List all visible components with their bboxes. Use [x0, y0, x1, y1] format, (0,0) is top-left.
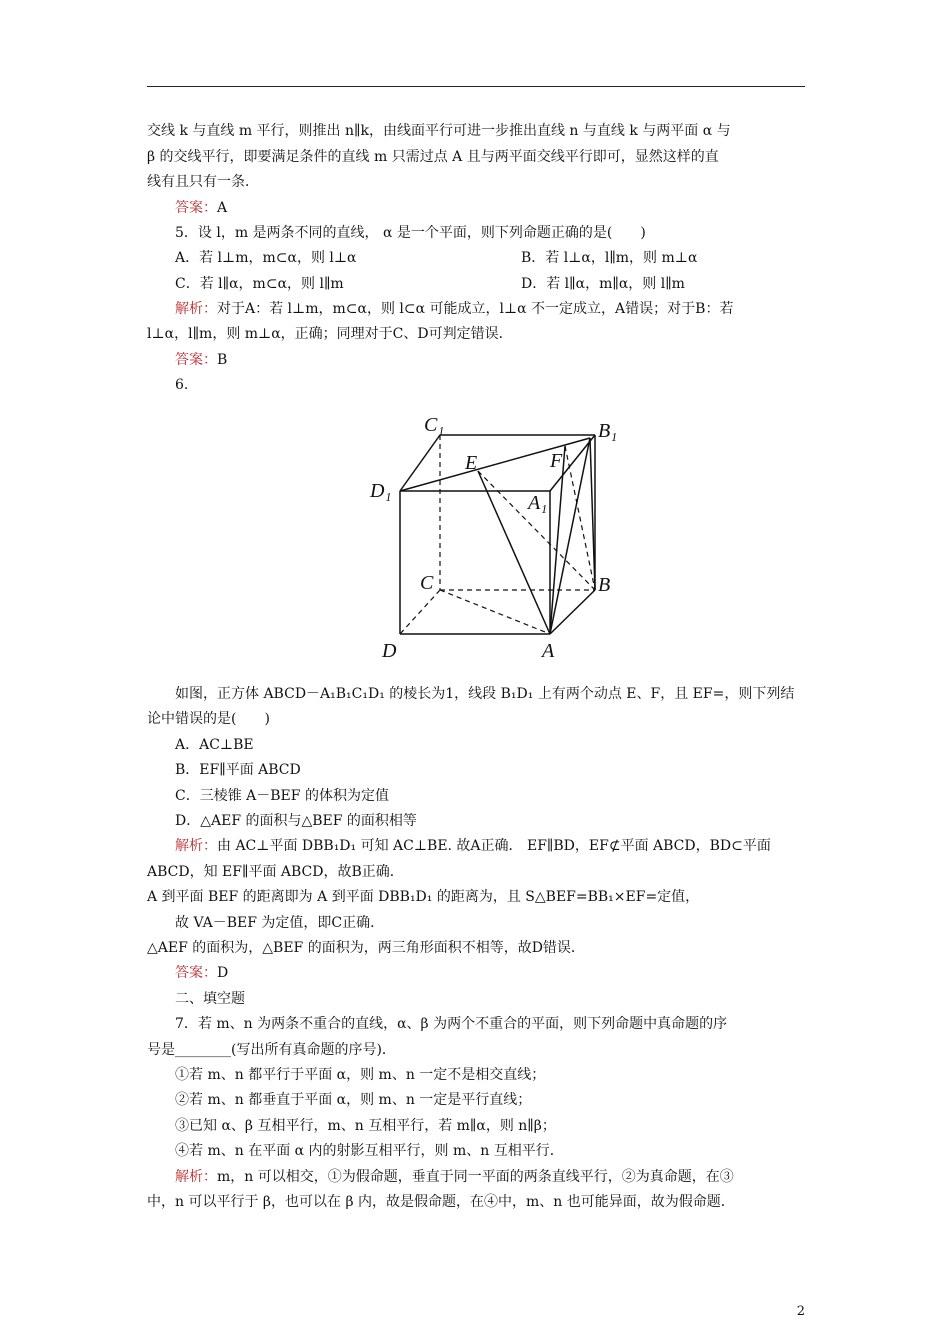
label-b1: B₁ [598, 420, 618, 442]
answer-label: 答案： [175, 352, 217, 368]
label-d1: D₁ [370, 480, 392, 502]
analysis-text: m，n 可以相交，①为假命题，垂直于同一平面的两条直线平行，②为真命题，在③ [217, 1169, 734, 1185]
proposition-1: ①若 m、n 都平行于平面 α，则 m、n 一定不是相交直线； [175, 1067, 546, 1083]
answer-line [147, 348, 227, 374]
option-row [147, 246, 835, 272]
cube-solid-edges [400, 435, 595, 634]
analysis-line [147, 834, 771, 860]
option-c: C．三棱锥 A－BEF 的体积为定值 [175, 788, 389, 804]
label-a1: A₁ [528, 492, 548, 514]
answer-value: D [217, 965, 229, 981]
answer-value: A [217, 200, 228, 216]
cube-figure [360, 405, 630, 670]
analysis-text: 由 AC⊥平面 DBB₁D₁ 可知 AC⊥BE. 故A正确． EF∥BD，EF⊄平面 ABCD，BD⊂平面 [217, 838, 771, 854]
option-a: A．若 l⊥m，m⊂α，则 l⊥α [175, 250, 357, 266]
analysis-line [147, 1165, 734, 1191]
question-stem: 论中错误的是( ) [147, 711, 270, 727]
label-c1: C₁ [424, 414, 445, 436]
option-a: A．AC⊥BE [175, 737, 254, 753]
answer-label: 答案： [175, 200, 217, 216]
question-number: 6. [175, 377, 189, 393]
option-b: B．EF∥平面 ABCD [175, 762, 301, 778]
analysis-line: △AEF 的面积为，△BEF 的面积为，两三角形面积不相等，故D错误． [147, 940, 585, 956]
analysis-line: 故 VA－BEF 为定值，即C正确． [175, 915, 385, 931]
label-f: F [550, 450, 563, 472]
analysis-text: 对于A：若 l⊥m，m⊂α，则 l⊂α 可能成立，l⊥α 不一定成立，A错误；对于B：若 [217, 301, 734, 317]
cube-hidden-edges [400, 435, 595, 634]
option-d: D．若 l∥α，m∥α，则 l∥m [521, 276, 685, 292]
text-line: β 的交线平行，即要满足条件的直线 m 只需过点 A 且与两平面交线平行即可，显然这样的直 [147, 149, 719, 165]
proposition-2: ②若 m、n 都垂直于平面 α，则 m、n 一定是平行直线； [175, 1092, 532, 1108]
analysis-label: 解析： [175, 838, 217, 854]
proposition-4: ④若 m、n 在平面 α 内的射影互相平行，则 m、n 互相平行． [175, 1143, 564, 1159]
text-line: 交线 k 与直线 m 平行，则推出 n∥k，由线面平行可进一步推出直线 n 与直线 k 与两平面 α 与 [147, 123, 731, 139]
answer-value: B [217, 352, 228, 368]
analysis-line: ABCD，知 EF∥平面 ABCD，故B正确． [147, 864, 404, 880]
label-b: B [598, 574, 611, 596]
label-a: A [542, 640, 555, 662]
analysis-line: A 到平面 BEF 的距离即为 A 到平面 DBB₁D₁ 的距离为，且 S△BEF=BB₁×EF=定值， [147, 889, 700, 905]
page-number: 2 [796, 1304, 805, 1319]
answer-label: 答案： [175, 965, 217, 981]
analysis-line: 中，n 可以平行于 β，也可以在 β 内，故是假命题，在④中，m、n 也可能异面，故为假命题． [147, 1194, 735, 1210]
analysis-line: l⊥α，l∥m，则 m⊥α，正确；同理对于C、D可判定错误． [147, 326, 513, 342]
label-c: C [420, 572, 434, 594]
label-e: E [465, 452, 478, 474]
option-c: C．若 l∥α，m⊂α，则 l∥m [175, 276, 344, 292]
answer-line [147, 196, 227, 222]
answer-line [147, 961, 228, 987]
label-d: D [382, 640, 397, 662]
analysis-label: 解析： [175, 301, 217, 317]
section-heading: 二、填空题 [175, 991, 245, 1007]
proposition-3: ③已知 α、β 互相平行，m、n 互相平行，若 m∥α，则 n∥β； [175, 1118, 556, 1134]
question-stem: 号是________(写出所有真命题的序号)． [147, 1042, 396, 1058]
analysis-line [147, 297, 733, 323]
header-rule [147, 86, 805, 87]
text-line: 线有且只有一条． [147, 174, 259, 190]
option-b: B．若 l⊥α，l∥m，则 m⊥α [521, 250, 698, 266]
question-stem: 如图，正方体 ABCD－A₁B₁C₁D₁ 的棱长为1，线段 B₁D₁ 上有两个动点 E、F，且 EF=，则下列结 [175, 686, 795, 702]
question-stem: 7．若 m、n 为两条不重合的直线，α、β 为两个不重合的平面，则下列命题中真命题的序 [175, 1016, 728, 1032]
option-d: D．△AEF 的面积与△BEF 的面积相等 [175, 813, 417, 829]
option-row [147, 272, 835, 298]
analysis-label: 解析： [175, 1169, 217, 1185]
question-stem: 5．设 l，m 是两条不同的直线， α 是一个平面，则下列命题正确的是( ) [175, 225, 646, 241]
